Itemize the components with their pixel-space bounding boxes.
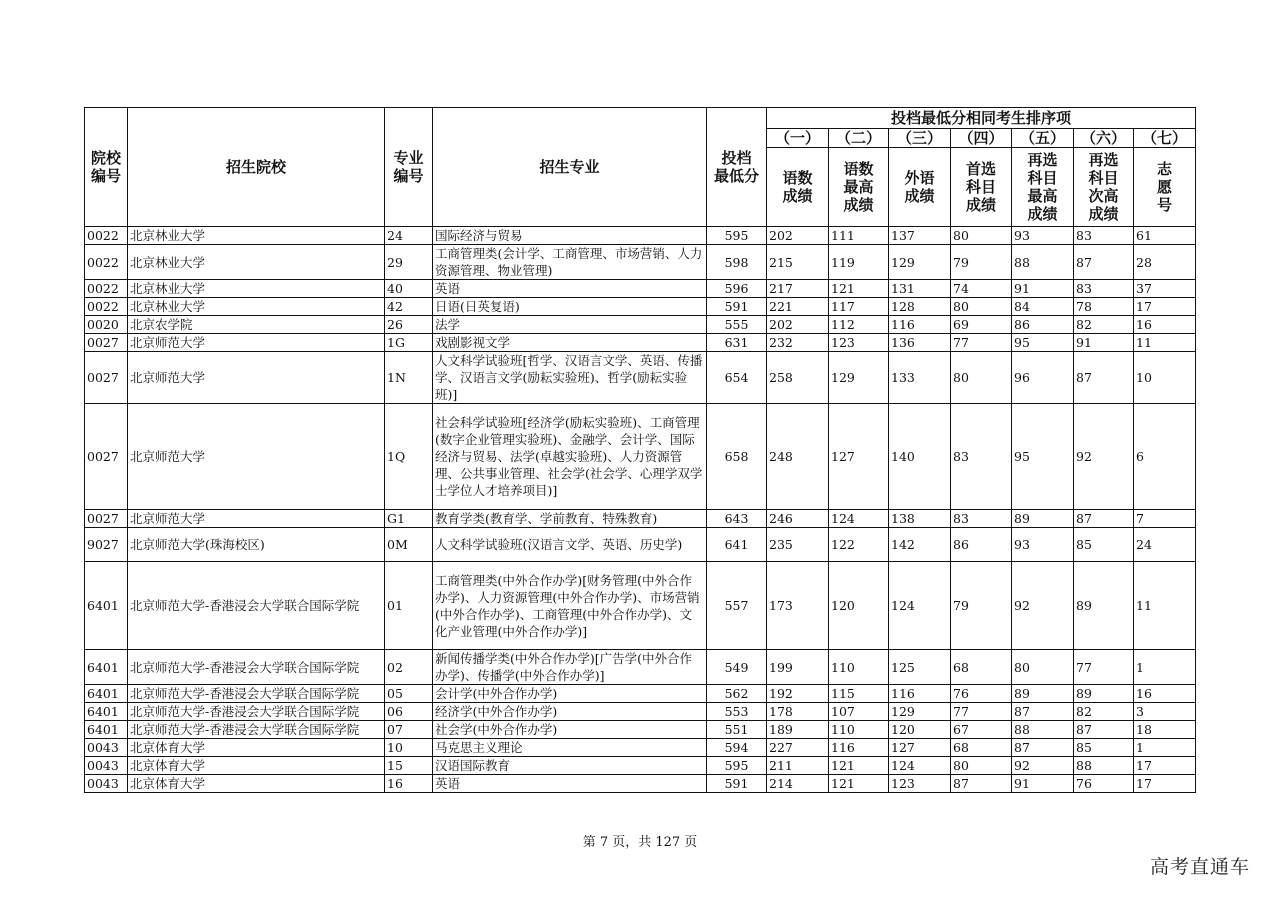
cell-rank-second-subject-max: 93 <box>1012 227 1074 245</box>
cell-rank-first-subject-score: 77 <box>951 703 1012 721</box>
table-row <box>85 334 1196 352</box>
header-rank-group: 投档最低分相同考生排序项 <box>767 108 1196 129</box>
cell-rank-first-subject-score: 87 <box>951 775 1012 793</box>
cell-rank-foreign-language-score: 123 <box>889 775 951 793</box>
cell-rank-first-subject-score: 68 <box>951 650 1012 685</box>
cell-rank-chinese-math-max: 110 <box>829 650 889 685</box>
cell-min-score: 551 <box>707 721 767 739</box>
table-row <box>85 775 1196 793</box>
cell-rank-chinese-math-score: 232 <box>767 334 829 352</box>
cell-min-score: 654 <box>707 352 767 404</box>
cell-major-code: 1N <box>385 352 433 404</box>
cell-major-name: 日语(日英复语) <box>433 298 707 316</box>
table-row <box>85 404 1196 510</box>
table-row <box>85 245 1196 280</box>
cell-major-code: 02 <box>385 650 433 685</box>
cell-rank-foreign-language-score: 136 <box>889 334 951 352</box>
admission-score-table <box>84 107 1196 793</box>
cell-rank-foreign-language-score: 116 <box>889 316 951 334</box>
cell-rank-second-subject-next: 87 <box>1074 245 1134 280</box>
table-row <box>85 562 1196 650</box>
cell-school-name: 北京林业大学 <box>128 280 385 298</box>
cell-school-code: 0027 <box>85 510 128 528</box>
cell-rank-second-subject-max: 87 <box>1012 703 1074 721</box>
cell-rank-preference-number: 16 <box>1134 316 1196 334</box>
cell-school-name: 北京师范大学-香港浸会大学联合国际学院 <box>128 562 385 650</box>
cell-major-name: 人文科学试验班(汉语言文学、英语、历史学) <box>433 528 707 562</box>
cell-rank-chinese-math-max: 112 <box>829 316 889 334</box>
cell-min-score: 658 <box>707 404 767 510</box>
cell-major-name: 新闻传播学类(中外合作办学)[广告学(中外合作办学)、传播学(中外合作办学)] <box>433 650 707 685</box>
table-row <box>85 721 1196 739</box>
cell-rank-chinese-math-score: 217 <box>767 280 829 298</box>
cell-major-name: 社会科学试验班[经济学(励耘实验班)、工商管理(数字企业管理实验班)、金融学、会计学、国际经济与贸易、法学(卓越实验班)、人力资源管理、公共事业管理、社会学(社会学、心理学双学士学位人才培养项目)] <box>433 404 707 510</box>
cell-rank-preference-number: 7 <box>1134 510 1196 528</box>
cell-rank-second-subject-next: 77 <box>1074 650 1134 685</box>
cell-major-name: 社会学(中外合作办学) <box>433 721 707 739</box>
cell-min-score: 643 <box>707 510 767 528</box>
cell-rank-preference-number: 10 <box>1134 352 1196 404</box>
cell-rank-chinese-math-score: 192 <box>767 685 829 703</box>
cell-rank-preference-number: 11 <box>1134 334 1196 352</box>
cell-rank-second-subject-max: 88 <box>1012 721 1074 739</box>
cell-rank-chinese-math-score: 189 <box>767 721 829 739</box>
header-major-code: 专业 编号 <box>385 108 433 227</box>
cell-major-code: 05 <box>385 685 433 703</box>
cell-major-name: 汉语国际教育 <box>433 757 707 775</box>
cell-rank-second-subject-max: 95 <box>1012 404 1074 510</box>
cell-rank-foreign-language-score: 120 <box>889 721 951 739</box>
cell-major-code: 15 <box>385 757 433 775</box>
cell-school-name: 北京师范大学-香港浸会大学联合国际学院 <box>128 685 385 703</box>
cell-rank-foreign-language-score: 142 <box>889 528 951 562</box>
cell-school-code: 6401 <box>85 650 128 685</box>
cell-rank-second-subject-max: 86 <box>1012 316 1074 334</box>
cell-min-score: 553 <box>707 703 767 721</box>
cell-min-score: 549 <box>707 650 767 685</box>
cell-school-code: 0043 <box>85 775 128 793</box>
table-row <box>85 280 1196 298</box>
cell-rank-foreign-language-score: 125 <box>889 650 951 685</box>
cell-rank-second-subject-max: 95 <box>1012 334 1074 352</box>
cell-major-name: 戏剧影视文学 <box>433 334 707 352</box>
cell-rank-chinese-math-max: 111 <box>829 227 889 245</box>
cell-rank-preference-number: 16 <box>1134 685 1196 703</box>
cell-rank-second-subject-max: 84 <box>1012 298 1074 316</box>
table-row <box>85 739 1196 757</box>
cell-major-code: 40 <box>385 280 433 298</box>
cell-min-score: 555 <box>707 316 767 334</box>
header-rank-number: （七） <box>1134 129 1196 148</box>
cell-rank-chinese-math-max: 121 <box>829 757 889 775</box>
cell-rank-chinese-math-max: 119 <box>829 245 889 280</box>
cell-rank-second-subject-next: 78 <box>1074 298 1134 316</box>
table-header <box>85 108 1196 227</box>
cell-major-name: 教育学类(教育学、学前教育、特殊教育) <box>433 510 707 528</box>
cell-major-code: 06 <box>385 703 433 721</box>
cell-rank-preference-number: 3 <box>1134 703 1196 721</box>
cell-school-name: 北京师范大学-香港浸会大学联合国际学院 <box>128 703 385 721</box>
cell-rank-first-subject-score: 80 <box>951 298 1012 316</box>
table-body <box>85 227 1196 793</box>
header-rank-number: （六） <box>1074 129 1134 148</box>
cell-rank-chinese-math-max: 115 <box>829 685 889 703</box>
cell-rank-preference-number: 17 <box>1134 757 1196 775</box>
cell-major-code: 42 <box>385 298 433 316</box>
cell-min-score: 595 <box>707 757 767 775</box>
cell-major-code: 0M <box>385 528 433 562</box>
cell-rank-first-subject-score: 83 <box>951 404 1012 510</box>
cell-rank-preference-number: 28 <box>1134 245 1196 280</box>
cell-school-code: 0022 <box>85 245 128 280</box>
cell-rank-preference-number: 6 <box>1134 404 1196 510</box>
cell-rank-chinese-math-score: 248 <box>767 404 829 510</box>
cell-rank-second-subject-max: 89 <box>1012 510 1074 528</box>
cell-rank-preference-number: 61 <box>1134 227 1196 245</box>
table-row <box>85 685 1196 703</box>
cell-major-code: 1Q <box>385 404 433 510</box>
header-rank-number: （四） <box>951 129 1012 148</box>
cell-rank-first-subject-score: 80 <box>951 757 1012 775</box>
table-row <box>85 650 1196 685</box>
cell-rank-second-subject-max: 93 <box>1012 528 1074 562</box>
cell-rank-second-subject-next: 87 <box>1074 510 1134 528</box>
cell-min-score: 641 <box>707 528 767 562</box>
cell-rank-chinese-math-score: 202 <box>767 316 829 334</box>
cell-major-name: 英语 <box>433 775 707 793</box>
cell-major-code: 1G <box>385 334 433 352</box>
cell-min-score: 594 <box>707 739 767 757</box>
cell-min-score: 598 <box>707 245 767 280</box>
cell-rank-second-subject-next: 82 <box>1074 703 1134 721</box>
cell-rank-first-subject-score: 86 <box>951 528 1012 562</box>
cell-major-name: 经济学(中外合作办学) <box>433 703 707 721</box>
table-row <box>85 510 1196 528</box>
cell-school-name: 北京师范大学(珠海校区) <box>128 528 385 562</box>
cell-school-code: 0043 <box>85 739 128 757</box>
cell-school-name: 北京林业大学 <box>128 245 385 280</box>
cell-rank-preference-number: 18 <box>1134 721 1196 739</box>
table-row <box>85 757 1196 775</box>
header-rank-number: （三） <box>889 129 951 148</box>
cell-min-score: 562 <box>707 685 767 703</box>
table-row <box>85 703 1196 721</box>
cell-school-code: 0022 <box>85 227 128 245</box>
cell-major-code: 24 <box>385 227 433 245</box>
cell-school-name: 北京师范大学-香港浸会大学联合国际学院 <box>128 721 385 739</box>
cell-rank-chinese-math-max: 124 <box>829 510 889 528</box>
table-row <box>85 298 1196 316</box>
cell-min-score: 591 <box>707 298 767 316</box>
cell-rank-foreign-language-score: 129 <box>889 245 951 280</box>
header-major: 招生专业 <box>433 108 707 227</box>
cell-major-name: 英语 <box>433 280 707 298</box>
cell-rank-chinese-math-score: 227 <box>767 739 829 757</box>
cell-rank-first-subject-score: 69 <box>951 316 1012 334</box>
cell-rank-chinese-math-score: 246 <box>767 510 829 528</box>
cell-rank-first-subject-score: 83 <box>951 510 1012 528</box>
cell-rank-chinese-math-max: 129 <box>829 352 889 404</box>
cell-rank-foreign-language-score: 131 <box>889 280 951 298</box>
cell-school-name: 北京林业大学 <box>128 227 385 245</box>
cell-major-code: 10 <box>385 739 433 757</box>
cell-min-score: 557 <box>707 562 767 650</box>
cell-school-code: 0027 <box>85 334 128 352</box>
cell-rank-second-subject-next: 85 <box>1074 528 1134 562</box>
cell-rank-first-subject-score: 76 <box>951 685 1012 703</box>
cell-major-name: 工商管理类(会计学、工商管理、市场营销、人力资源管理、物业管理) <box>433 245 707 280</box>
cell-major-code: 01 <box>385 562 433 650</box>
cell-rank-second-subject-max: 92 <box>1012 757 1074 775</box>
table-row <box>85 528 1196 562</box>
cell-rank-second-subject-next: 83 <box>1074 227 1134 245</box>
cell-school-code: 0022 <box>85 298 128 316</box>
cell-rank-foreign-language-score: 133 <box>889 352 951 404</box>
cell-rank-second-subject-next: 91 <box>1074 334 1134 352</box>
cell-rank-second-subject-max: 87 <box>1012 739 1074 757</box>
cell-min-score: 591 <box>707 775 767 793</box>
cell-rank-first-subject-score: 80 <box>951 227 1012 245</box>
cell-school-name: 北京林业大学 <box>128 298 385 316</box>
cell-school-name: 北京师范大学 <box>128 334 385 352</box>
cell-major-name: 法学 <box>433 316 707 334</box>
cell-rank-preference-number: 1 <box>1134 650 1196 685</box>
cell-school-name: 北京师范大学 <box>128 510 385 528</box>
cell-rank-chinese-math-max: 127 <box>829 404 889 510</box>
cell-rank-chinese-math-max: 117 <box>829 298 889 316</box>
cell-school-code: 0043 <box>85 757 128 775</box>
cell-major-name: 人文科学试验班[哲学、汉语言文学、英语、传播学、汉语言文学(励耘实验班)、哲学(励耘实验班)] <box>433 352 707 404</box>
cell-rank-second-subject-next: 82 <box>1074 316 1134 334</box>
header-second-subject-max: 再选 科目 最高 成绩 <box>1012 148 1074 227</box>
cell-major-name: 会计学(中外合作办学) <box>433 685 707 703</box>
cell-major-name: 马克思主义理论 <box>433 739 707 757</box>
cell-rank-chinese-math-max: 116 <box>829 739 889 757</box>
cell-rank-chinese-math-max: 121 <box>829 280 889 298</box>
cell-rank-preference-number: 37 <box>1134 280 1196 298</box>
cell-rank-chinese-math-score: 258 <box>767 352 829 404</box>
cell-rank-chinese-math-max: 107 <box>829 703 889 721</box>
cell-rank-second-subject-next: 88 <box>1074 757 1134 775</box>
cell-rank-second-subject-next: 76 <box>1074 775 1134 793</box>
header-school-code: 院校 编号 <box>85 108 128 227</box>
cell-rank-chinese-math-max: 121 <box>829 775 889 793</box>
cell-rank-foreign-language-score: 124 <box>889 757 951 775</box>
cell-major-code: G1 <box>385 510 433 528</box>
cell-rank-chinese-math-max: 110 <box>829 721 889 739</box>
header-chinese-math-max: 语数 最高 成绩 <box>829 148 889 227</box>
cell-rank-chinese-math-score: 214 <box>767 775 829 793</box>
cell-major-code: 29 <box>385 245 433 280</box>
header-min-score: 投档 最低分 <box>707 108 767 227</box>
cell-rank-second-subject-next: 87 <box>1074 721 1134 739</box>
cell-rank-second-subject-max: 80 <box>1012 650 1074 685</box>
cell-school-code: 0020 <box>85 316 128 334</box>
cell-rank-first-subject-score: 68 <box>951 739 1012 757</box>
cell-school-name: 北京农学院 <box>128 316 385 334</box>
cell-rank-foreign-language-score: 127 <box>889 739 951 757</box>
header-preference-number: 志 愿 号 <box>1134 148 1196 227</box>
cell-rank-foreign-language-score: 128 <box>889 298 951 316</box>
cell-rank-preference-number: 11 <box>1134 562 1196 650</box>
cell-rank-chinese-math-score: 199 <box>767 650 829 685</box>
header-second-subject-next: 再选 科目 次高 成绩 <box>1074 148 1134 227</box>
cell-major-code: 16 <box>385 775 433 793</box>
cell-rank-second-subject-max: 91 <box>1012 775 1074 793</box>
cell-school-code: 6401 <box>85 562 128 650</box>
cell-school-name: 北京体育大学 <box>128 739 385 757</box>
cell-school-code: 6401 <box>85 703 128 721</box>
cell-rank-chinese-math-score: 221 <box>767 298 829 316</box>
cell-rank-second-subject-max: 89 <box>1012 685 1074 703</box>
cell-major-code: 26 <box>385 316 433 334</box>
cell-school-name: 北京师范大学 <box>128 352 385 404</box>
cell-rank-first-subject-score: 77 <box>951 334 1012 352</box>
cell-rank-second-subject-next: 87 <box>1074 352 1134 404</box>
cell-rank-first-subject-score: 74 <box>951 280 1012 298</box>
cell-rank-first-subject-score: 79 <box>951 245 1012 280</box>
cell-rank-chinese-math-max: 122 <box>829 528 889 562</box>
header-first-subject-score: 首选 科目 成绩 <box>951 148 1012 227</box>
cell-rank-preference-number: 1 <box>1134 739 1196 757</box>
cell-school-code: 9027 <box>85 528 128 562</box>
cell-rank-preference-number: 17 <box>1134 775 1196 793</box>
cell-school-code: 6401 <box>85 685 128 703</box>
cell-min-score: 631 <box>707 334 767 352</box>
cell-rank-second-subject-max: 92 <box>1012 562 1074 650</box>
cell-school-name: 北京师范大学 <box>128 404 385 510</box>
page-footer: 第 7 页，共 127 页 <box>582 835 698 850</box>
cell-min-score: 596 <box>707 280 767 298</box>
cell-rank-foreign-language-score: 138 <box>889 510 951 528</box>
cell-rank-foreign-language-score: 124 <box>889 562 951 650</box>
cell-rank-foreign-language-score: 116 <box>889 685 951 703</box>
header-chinese-math-score: 语数 成绩 <box>767 148 829 227</box>
cell-rank-chinese-math-max: 120 <box>829 562 889 650</box>
cell-min-score: 595 <box>707 227 767 245</box>
cell-rank-chinese-math-score: 202 <box>767 227 829 245</box>
cell-rank-second-subject-next: 89 <box>1074 562 1134 650</box>
cell-rank-second-subject-next: 83 <box>1074 280 1134 298</box>
cell-rank-chinese-math-score: 235 <box>767 528 829 562</box>
cell-school-code: 0027 <box>85 404 128 510</box>
cell-rank-first-subject-score: 67 <box>951 721 1012 739</box>
cell-rank-second-subject-next: 85 <box>1074 739 1134 757</box>
cell-rank-chinese-math-score: 215 <box>767 245 829 280</box>
cell-rank-second-subject-max: 88 <box>1012 245 1074 280</box>
watermark: 高考直通车 <box>1149 856 1250 878</box>
cell-rank-chinese-math-score: 211 <box>767 757 829 775</box>
cell-rank-foreign-language-score: 129 <box>889 703 951 721</box>
cell-rank-chinese-math-max: 123 <box>829 334 889 352</box>
cell-rank-chinese-math-score: 173 <box>767 562 829 650</box>
cell-rank-preference-number: 24 <box>1134 528 1196 562</box>
header-school: 招生院校 <box>128 108 385 227</box>
table-row <box>85 316 1196 334</box>
cell-rank-foreign-language-score: 140 <box>889 404 951 510</box>
cell-major-name: 工商管理类(中外合作办学)[财务管理(中外合作办学)、人力资源管理(中外合作办学)、市场营销(中外合作办学)、工商管理(中外合作办学)、文化产业管理(中外合作办学)] <box>433 562 707 650</box>
cell-school-code: 6401 <box>85 721 128 739</box>
table-row <box>85 227 1196 245</box>
cell-rank-second-subject-max: 96 <box>1012 352 1074 404</box>
cell-rank-chinese-math-score: 178 <box>767 703 829 721</box>
cell-school-code: 0027 <box>85 352 128 404</box>
cell-school-name: 北京体育大学 <box>128 757 385 775</box>
cell-school-name: 北京师范大学-香港浸会大学联合国际学院 <box>128 650 385 685</box>
cell-rank-second-subject-next: 89 <box>1074 685 1134 703</box>
cell-major-name: 国际经济与贸易 <box>433 227 707 245</box>
header-rank-number: （五） <box>1012 129 1074 148</box>
cell-rank-first-subject-score: 79 <box>951 562 1012 650</box>
cell-rank-foreign-language-score: 137 <box>889 227 951 245</box>
header-rank-number: （二） <box>829 129 889 148</box>
header-rank-number: （一） <box>767 129 829 148</box>
table-row <box>85 352 1196 404</box>
cell-major-code: 07 <box>385 721 433 739</box>
header-foreign-language-score: 外语 成绩 <box>889 148 951 227</box>
cell-rank-second-subject-next: 92 <box>1074 404 1134 510</box>
cell-rank-second-subject-max: 91 <box>1012 280 1074 298</box>
cell-school-name: 北京体育大学 <box>128 775 385 793</box>
cell-rank-first-subject-score: 80 <box>951 352 1012 404</box>
cell-school-code: 0022 <box>85 280 128 298</box>
cell-rank-preference-number: 17 <box>1134 298 1196 316</box>
